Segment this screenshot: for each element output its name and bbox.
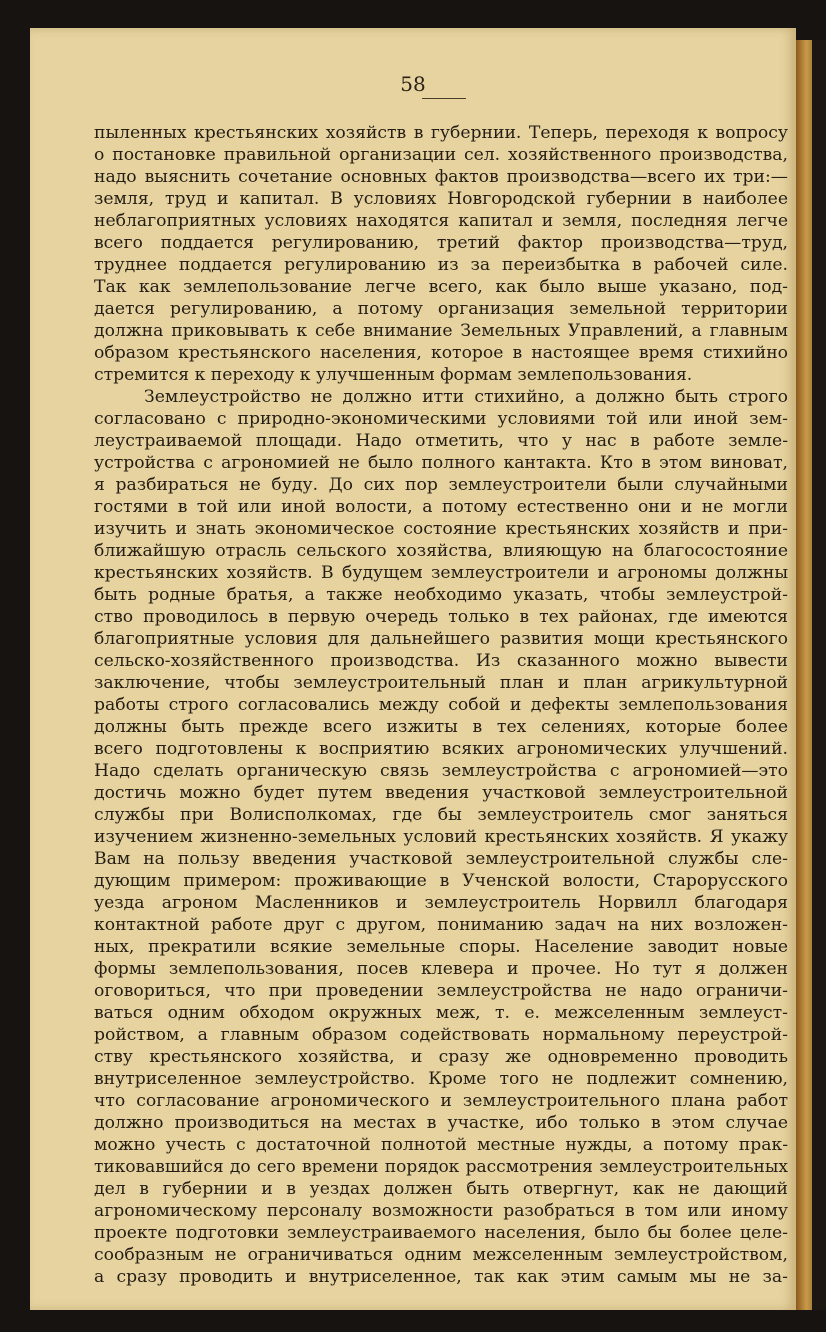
text-line: быть родные братья, а также необходимо указать, чтобы землеустрой- (94, 585, 788, 605)
text-line: ных, прекратили всякие земельные споры. Население заводит новые (94, 937, 788, 957)
text-line: пыленных крестьянских хозяйств в губернии. Теперь, переходя к вопросу (94, 123, 788, 143)
text-line: достичь можно будет путем введения участковой землеустроительной (94, 783, 788, 803)
text-line: Надо сделать органическую связь землеустройства с агрономией—это (94, 761, 788, 781)
text-line: дующим примером: проживающие в Ученской волости, Старорусского (94, 871, 788, 891)
body-text (94, 122, 788, 1288)
text-line: должно производиться на местах в участке, ибо только в этом случае (94, 1113, 788, 1133)
book-page (30, 28, 796, 1310)
text-line: согласовано с природно-экономическими условиями той или иной зем- (94, 409, 788, 429)
text-line: контактной работе друг с другом, пониманию задач на них возложен- (94, 915, 788, 935)
text-line: изучить и знать экономическое состояние крестьянских хозяйств и при- (94, 519, 788, 539)
text-line: заключение, чтобы землеустроительный план и план агрикультурной (94, 673, 788, 693)
text-line: благоприятные условия для дальнейшего развития мощи крестьянского (94, 629, 788, 649)
text-line: всего подготовлены к восприятию всяких агрономических улучшений. (94, 739, 788, 759)
text-line: Так как землепользование легче всего, как было выше указано, под- (94, 277, 788, 297)
text-line: надо выяснить сочетание основных фактов производства—всего их три:— (94, 167, 788, 187)
text-line: ближайшую отрасль сельского хозяйства, влияющую на благосостояние (94, 541, 788, 561)
text-line: леустраиваемой площади. Надо отметить, что у нас в работе земле- (94, 431, 788, 451)
text-line: дается регулированию, а потому организация земельной территории (94, 299, 788, 319)
page-number: 58 (400, 72, 426, 96)
text-line: внутриселенное землеустройство. Кроме того не подлежит сомнению, (94, 1069, 788, 1089)
text-line: стремится к переходу к улучшенным формам землепользования. (94, 365, 693, 385)
page-number-rule (422, 98, 466, 99)
text-line: ству крестьянского хозяйства, и сразу же одновременно проводить (94, 1047, 788, 1067)
text-line: ство проводилось в первую очередь только в тех районах, где имеются (94, 607, 788, 627)
text-line: службы при Волисполкомах, где бы землеустроитель смог заняться (94, 805, 788, 825)
text-line: устройства с агрономией не было полного кантакта. Кто в этом виноват, (94, 453, 788, 473)
text-line: агрономическому персоналу возможности разобраться в том или иному (94, 1201, 788, 1221)
text-line: дел в губернии и в уездах должен быть отвергнут, как не дающий (94, 1179, 788, 1199)
book-edge-shadow (812, 40, 826, 1310)
text-line: сельско-хозяйственного производства. Из сказанного можно вывести (94, 651, 788, 671)
text-line: земля, труд и капитал. В условиях Новгородской губернии в наиболее (94, 189, 788, 209)
text-line: Землеустройство не должно итти стихийно, а должно быть строго (144, 387, 788, 407)
text-line: должна приковывать к себе внимание Земельных Управлений, а главным (94, 321, 788, 341)
text-line: сообразным не ограничиваться одним межселенным землеустройством, (94, 1245, 788, 1265)
text-line: неблагоприятных условиях находятся капитал и земля, последняя легче (94, 211, 788, 231)
text-line: образом крестьянского населения, которое в настоящее время стихийно (94, 343, 788, 363)
text-line: работы строго согласовались между собой и дефекты землепользования (94, 695, 788, 715)
text-line: всего поддается регулированию, третий фактор производства—труд, (94, 233, 788, 253)
text-line: что согласование агрономического и землеустроительного плана работ (94, 1091, 788, 1111)
text-line: тиковавшийся до сего времени порядок рассмотрения землеустроительных (94, 1157, 788, 1177)
text-line: труднее поддается регулированию из за переизбытка в рабочей силе. (94, 255, 788, 275)
text-line: Вам на пользу введения участковой землеустроительной службы сле- (94, 849, 788, 869)
text-line: формы землепользования, посев клевера и прочее. Но тут я должен (94, 959, 788, 979)
text-line: гостями в той или иной волости, а потому естественно они и не могли (94, 497, 788, 517)
text-line: проекте подготовки землеустраиваемого населения, было бы более целе- (94, 1223, 788, 1243)
text-line: крестьянских хозяйств. В будущем землеустроители и агрономы должны (94, 563, 788, 583)
text-line: должны быть прежде всего изжиты в тех селениях, которые более (94, 717, 788, 737)
text-line: я разбираться не буду. До сих пор землеустроители были случайными (94, 475, 788, 495)
text-line: оговориться, что при проведении землеустройства не надо ограничи- (94, 981, 788, 1001)
text-line: а сразу проводить и внутриселенное, так как этим самым мы не за- (94, 1267, 788, 1287)
text-line: ваться одним обходом окружных меж, т. е. межселенным землеуст- (94, 1003, 788, 1023)
text-line: изучением жизненно-земельных условий крестьянских хозяйств. Я укажу (94, 827, 788, 847)
text-line: ройством, а главным образом содействовать нормальному переустрой- (94, 1025, 788, 1045)
text-line: можно учесть с достаточной полнотой местные нужды, а потому прак- (94, 1135, 788, 1155)
text-line: уезда агроном Масленников и землеустроитель Норвилл благодаря (94, 893, 788, 913)
text-line: о постановке правильной организации сел. хозяйственного производства, (94, 145, 788, 165)
